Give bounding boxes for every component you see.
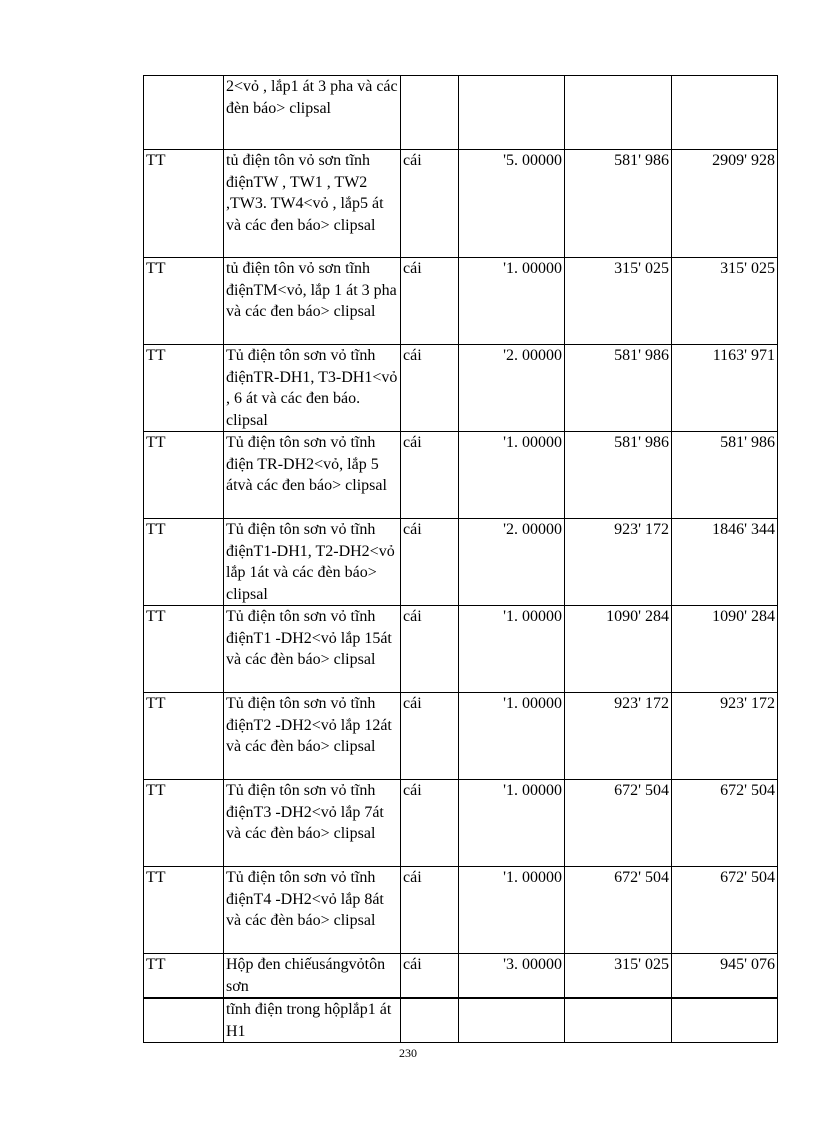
description-cell: Tủ điện tôn sơn vỏ tĩnh điệnT3 -DH2<vỏ lắp 7át và các đèn báo> clipsal [224,780,401,867]
unit-cell: cái [401,345,459,432]
quantity-cell: '5. 00000 [459,150,565,258]
unit-cell: cái [401,954,459,999]
description-cell: Tủ điện tôn sơn vỏ tĩnh điệnT1 -DH2<vỏ lắp 15át và các đèn báo> clipsal [224,606,401,693]
table-row [144,76,778,150]
unit-price-cell: 923' 172 [565,693,672,780]
quantity-cell [459,76,565,150]
unit-price-cell [565,76,672,150]
description-cell: tủ điện tôn vỏ sơn tĩnh điệnTW , TW1 , TW2 ,TW3. TW4<vỏ , lắp5 át và các đen báo> clipsal [224,150,401,258]
item-code-cell: TT [144,693,224,780]
unit-cell [401,998,459,1043]
unit-cell: cái [401,606,459,693]
table-row [144,867,778,954]
unit-price-cell: 672' 504 [565,780,672,867]
total-cell: 581' 986 [672,432,778,519]
quantity-cell: '1. 00000 [459,693,565,780]
quantity-cell [459,998,565,1043]
unit-cell: cái [401,780,459,867]
quantity-cell: '1. 00000 [459,867,565,954]
unit-cell: cái [401,432,459,519]
unit-cell: cái [401,258,459,345]
quantity-cell: '1. 00000 [459,780,565,867]
unit-price-cell: 315' 025 [565,954,672,999]
total-cell [672,76,778,150]
table-row [144,998,778,1043]
unit-price-cell [565,998,672,1043]
table-row [144,606,778,693]
total-cell: 945' 076 [672,954,778,999]
quantity-cell: '1. 00000 [459,258,565,345]
description-cell: Tủ điện tôn sơn vỏ tĩnh điệnTR-DH1, T3-DH1<vỏ , 6 át và các đen báo. clipsal [224,345,401,432]
table-row [144,150,778,258]
page-number: 230 [399,1046,417,1060]
unit-cell [401,76,459,150]
price-table [143,75,778,1043]
item-code-cell: TT [144,867,224,954]
total-cell: 1163' 971 [672,345,778,432]
description-cell: tủ điện tôn vỏ sơn tĩnh điệnTM<vỏ, lắp 1 át 3 pha và các đen báo> clipsal [224,258,401,345]
total-cell: 672' 504 [672,867,778,954]
item-code-cell: TT [144,519,224,606]
total-cell [672,998,778,1043]
unit-price-cell: 315' 025 [565,258,672,345]
total-cell: 1846' 344 [672,519,778,606]
unit-price-cell: 923' 172 [565,519,672,606]
description-cell: tĩnh điện trong hộplắp1 át H1 [224,998,401,1043]
item-code-cell: TT [144,780,224,867]
table-body [144,76,778,1043]
quantity-cell: '1. 00000 [459,606,565,693]
quantity-cell: '3. 00000 [459,954,565,999]
unit-price-cell: 581' 986 [565,150,672,258]
total-cell: 2909' 928 [672,150,778,258]
item-code-cell [144,998,224,1043]
table-row [144,693,778,780]
table-row [144,258,778,345]
unit-price-cell: 1090' 284 [565,606,672,693]
description-cell: Hộp đen chiếusángvỏtôn sơn [224,954,401,999]
table-row [144,519,778,606]
unit-cell: cái [401,693,459,780]
item-code-cell: TT [144,345,224,432]
item-code-cell: TT [144,432,224,519]
quantity-cell: '2. 00000 [459,345,565,432]
unit-price-cell: 672' 504 [565,867,672,954]
item-code-cell: TT [144,606,224,693]
item-code-cell: TT [144,954,224,999]
unit-price-cell: 581' 986 [565,345,672,432]
total-cell: 672' 504 [672,780,778,867]
unit-cell: cái [401,150,459,258]
description-cell: Tủ điện tôn sơn vỏ tĩnh điệnT2 -DH2<vỏ lắp 12át và các đèn báo> clipsal [224,693,401,780]
quantity-cell: '1. 00000 [459,432,565,519]
unit-cell: cái [401,867,459,954]
quantity-cell: '2. 00000 [459,519,565,606]
description-cell: 2<vỏ , lắp1 át 3 pha và các đèn báo> clipsal [224,76,401,150]
item-code-cell: TT [144,150,224,258]
description-cell: Tủ điện tôn sơn vỏ tĩnh điện TR-DH2<vỏ, lắp 5 átvà các đen báo> clipsal [224,432,401,519]
item-code-cell: TT [144,258,224,345]
description-cell: Tủ điện tôn sơn vỏ tĩnh điệnT4 -DH2<vỏ lắp 8át và các đèn báo> clipsal [224,867,401,954]
table-row [144,432,778,519]
total-cell: 315' 025 [672,258,778,345]
description-cell: Tủ điện tôn sơn vỏ tĩnh điệnT1-DH1, T2-DH2<vỏ lắp 1át và các đèn báo> clipsal [224,519,401,606]
unit-price-cell: 581' 986 [565,432,672,519]
unit-cell: cái [401,519,459,606]
table-row [144,954,778,999]
total-cell: 923' 172 [672,693,778,780]
table-row [144,780,778,867]
total-cell: 1090' 284 [672,606,778,693]
table-row [144,345,778,432]
item-code-cell [144,76,224,150]
